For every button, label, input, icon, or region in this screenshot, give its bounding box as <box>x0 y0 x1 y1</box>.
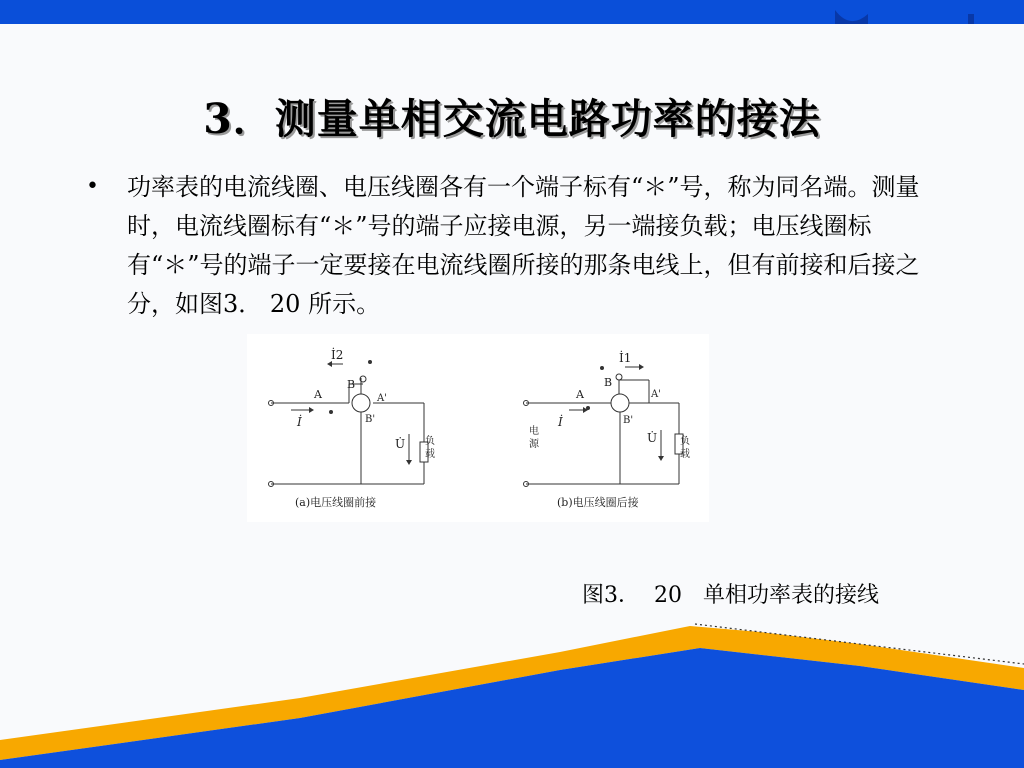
slide-title: 3．测量单相交流电路功率的接法 <box>203 95 821 143</box>
figure-caption: 图3． 20 单相功率表的接线 <box>582 583 879 608</box>
label-i2: İ2 <box>331 348 344 362</box>
label-u-left: U̇ <box>395 437 406 451</box>
node-a-right: A <box>576 388 584 401</box>
circuit-figure <box>247 334 709 522</box>
label-i1: İ1 <box>619 351 632 365</box>
node-a-left: A <box>314 388 322 401</box>
load-label-right-2: 载 <box>680 449 690 460</box>
circuit-diagrams <box>247 334 709 522</box>
caption-a: (a)电压线圈前接 <box>295 496 377 509</box>
bullet-paragraph: 功率表的电流线圈、电压线圈各有一个端子标有“＊”号，称为同名端。测量时，电流线圈标有“＊”号的端子应接电源，另一端接负载；电压线圈标有“＊”号的端子一定要接在电流线圈所接的那条电线上，但有前接和后接之分，如图3． 20 所示。 <box>127 173 920 318</box>
label-i-right: İ <box>558 415 563 429</box>
load-label-left-2: 载 <box>425 449 435 460</box>
node-a-prime-right: A' <box>651 389 661 400</box>
source-label-1: 电 <box>529 426 539 437</box>
source-label-2: 源 <box>529 439 539 450</box>
label-i-left: İ <box>297 415 302 429</box>
node-b-right: B <box>604 376 613 389</box>
caption-b: (b)电压线圈后接 <box>557 496 639 509</box>
label-u-right: U̇ <box>647 431 658 445</box>
node-b-prime-left: B' <box>365 414 376 425</box>
top-decorative-band <box>0 0 1024 26</box>
node-b-left: B <box>347 378 356 391</box>
node-b-prime-right: B' <box>623 415 634 426</box>
bottom-decorative-band <box>0 610 1024 768</box>
bullet-marker: • <box>86 174 99 199</box>
load-label-left-1: 负 <box>425 436 435 447</box>
node-a-prime-left: A' <box>377 393 387 404</box>
load-label-right-1: 负 <box>680 436 690 447</box>
